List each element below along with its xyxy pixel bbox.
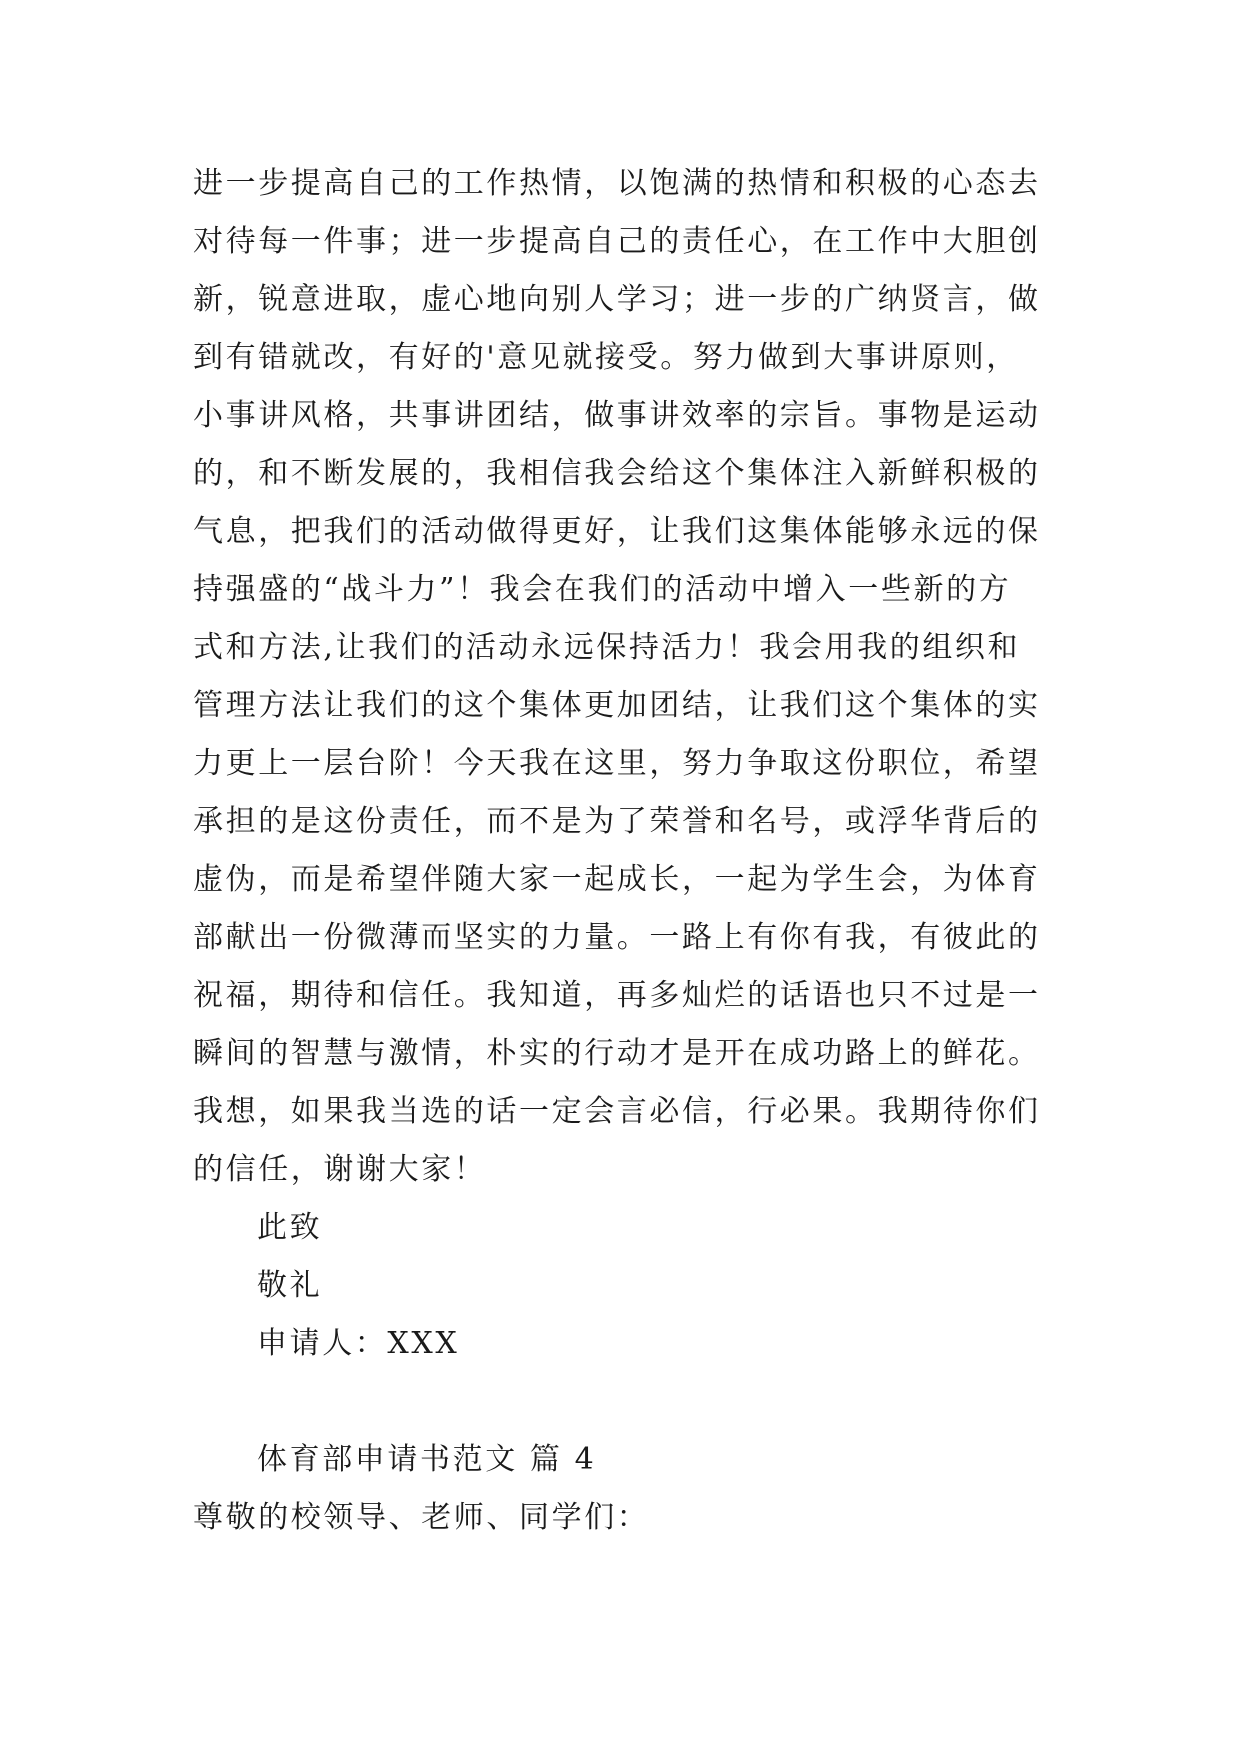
paragraph-line: 虚伪，而是希望伴随大家一起成长，一起为学生会，为体育 [193, 862, 1041, 897]
applicant-signature: 申请人：XXX [257, 1326, 460, 1361]
paragraph-line: 持强盛的“战斗力”！我会在我们的活动中增入一些新的方 [193, 572, 1012, 607]
paragraph-line: 祝福，期待和信任。我知道，再多灿烂的话语也只不过是一 [193, 978, 1041, 1013]
blank-line [193, 1373, 1093, 1431]
salutation: 尊敬的校领导、老师、同学们： [193, 1500, 650, 1535]
paragraph-line: 气息，把我们的活动做得更好，让我们这集体能够永远的保 [193, 514, 1041, 549]
paragraph-line: 部献出一份微薄而坚实的力量。一路上有你有我，有彼此的 [193, 920, 1041, 955]
paragraph-line: 管理方法让我们的这个集体更加团结，让我们这个集体的实 [193, 688, 1041, 723]
paragraph-line: 对待每一件事；进一步提高自己的责任心，在工作中大胆创 [193, 224, 1041, 259]
paragraph-line: 到有错就改，有好的'意见就接受。努力做到大事讲原则， [193, 340, 1019, 375]
paragraph-line: 的，和不断发展的，我相信我会给这个集体注入新鲜积极的 [193, 456, 1041, 491]
closing-line-jingli: 敬礼 [257, 1268, 323, 1303]
paragraph-line: 进一步提高自己的工作热情，以饱满的热情和积极的心态去 [193, 166, 1041, 201]
paragraph-line: 承担的是这份责任，而不是为了荣誉和名号，或浮华背后的 [193, 804, 1041, 839]
paragraph-line: 式和方法,让我们的活动永远保持活力！我会用我的组织和 [193, 630, 1021, 665]
section-title: 体育部申请书范文 篇 4 [257, 1442, 597, 1477]
paragraph-line: 新，锐意进取，虚心地向别人学习；进一步的广纳贤言，做 [193, 282, 1041, 317]
paragraph-line: 的信任，谢谢大家！ [193, 1152, 487, 1187]
paragraph-line: 我想，如果我当选的话一定会言必信，行必果。我期待你们 [193, 1094, 1041, 1129]
letter-body [193, 155, 1093, 1547]
paragraph-line: 瞬间的智慧与激情，朴实的行动才是开在成功路上的鲜花。 [193, 1036, 1041, 1071]
paragraph-line: 力更上一层台阶！今天我在这里，努力争取这份职位，希望 [193, 746, 1041, 781]
paragraph-line: 小事讲风格，共事讲团结，做事讲效率的宗旨。事物是运动 [193, 398, 1041, 433]
closing-line-cizhi: 此致 [257, 1210, 323, 1245]
